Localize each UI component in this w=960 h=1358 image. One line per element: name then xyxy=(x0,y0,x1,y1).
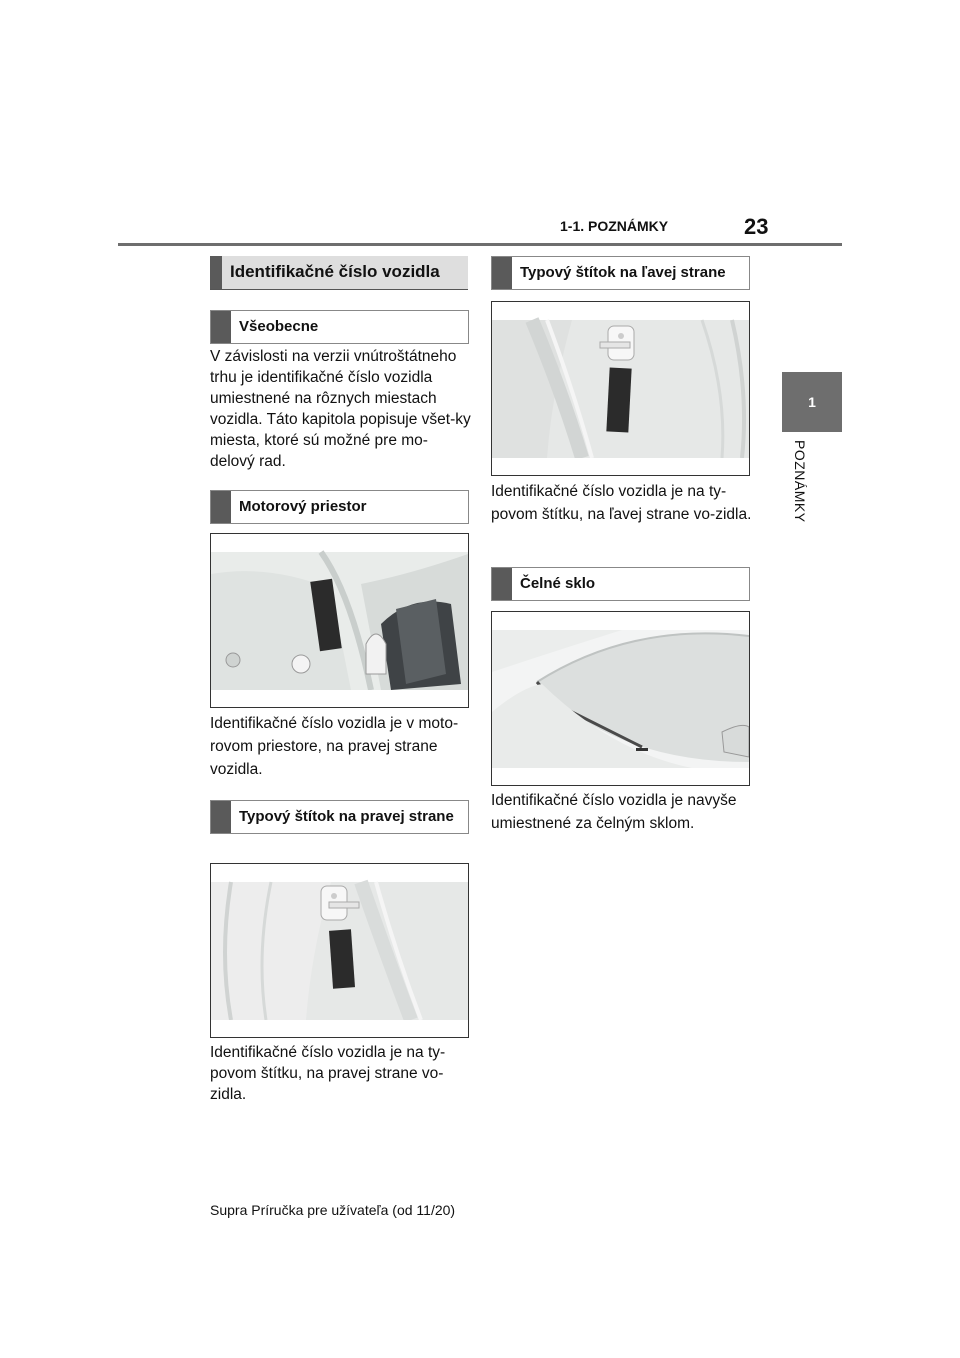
right-label-heading xyxy=(210,800,469,834)
left-label-heading xyxy=(491,256,750,290)
engine-bay-illustration xyxy=(210,533,469,708)
windshield-paragraph: Identifikačné číslo vozidla je navyše umiestnené za čelným sklom. xyxy=(491,792,737,832)
heading-marker xyxy=(492,568,512,600)
main-heading xyxy=(210,256,468,290)
header-rule xyxy=(118,243,842,246)
chapter-number: 1 xyxy=(808,394,816,410)
heading-marker xyxy=(211,491,231,523)
engine-heading xyxy=(210,490,469,524)
right-door-label-illustration xyxy=(210,863,469,1038)
main-heading-text: Identifikačné číslo vozidla xyxy=(222,256,468,289)
heading-marker xyxy=(211,801,231,833)
heading-marker xyxy=(210,256,222,289)
general-heading xyxy=(210,310,469,344)
heading-marker xyxy=(492,257,512,289)
left-label-heading-text: Typový štítok na ľavej strane xyxy=(512,257,749,289)
right-label-heading-text: Typový štítok na pravej strane xyxy=(231,801,468,833)
windshield-illustration xyxy=(491,611,750,786)
windshield-heading xyxy=(491,567,750,601)
engine-heading-text: Motorový priestor xyxy=(231,491,468,523)
engine-paragraph: Identifikačné číslo vozidla je v moto-rovom priestore, na pravej strane vozidla. xyxy=(210,715,459,778)
footer-text: Supra Príručka pre užívateľa (od 11/20) xyxy=(210,1202,456,1218)
left-door-label-illustration xyxy=(491,301,750,476)
section-title: 1-1. POZNÁMKY xyxy=(560,218,669,234)
page-number: 23 xyxy=(744,214,769,239)
chapter-tab xyxy=(782,372,842,432)
chapter-title: POZNÁMKY xyxy=(792,440,808,523)
right-label-paragraph: Identifikačné číslo vozidla je na ty-povom štítku, na pravej strane vo-zidla. xyxy=(210,1044,446,1103)
chapter-title-vertical xyxy=(782,440,812,560)
general-paragraph: V závislosti na verzii vnútroštátneho trhu je identifikačné číslo vozidla umiestnené na rôznych miestach vozidla. Táto kapitola popisuje všet-ky miesta, ktoré sú možné pre mo-delový rad. xyxy=(210,348,471,470)
left-label-paragraph: Identifikačné číslo vozidla je na ty-povom štítku, na ľavej strane vo-zidla. xyxy=(491,483,752,523)
general-heading-text: Všeobecne xyxy=(231,311,468,343)
windshield-heading-text: Čelné sklo xyxy=(512,568,749,600)
heading-marker xyxy=(211,311,231,343)
